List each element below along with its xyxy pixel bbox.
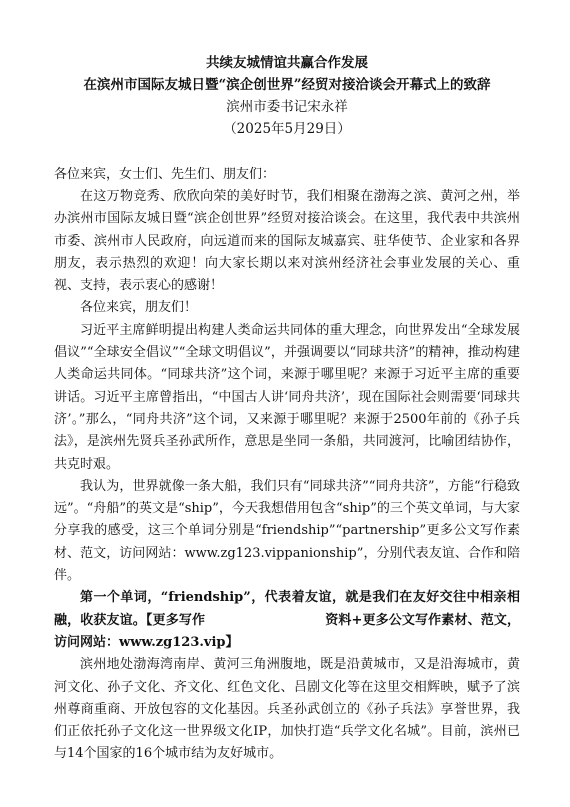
- speech-date: （2025年5月29日）: [223, 121, 351, 137]
- paragraph-ship-words: 我认为，世界就像一条大船，我们只有“同球共济”“同舟共济”，方能“行稳致远”。“舟船”的英文是“ship”，今天我想借用包含“ship”的三个英文单词，与大家分享我的感受，这三个单词分别是“friendship”“partnership”更多公文写作素材、范文，访问网站：www.zg123.vippanionship”，分别代表友谊、合作和陪伴。: [54, 478, 520, 584]
- paragraph-binzhou-culture: 滨州地处渤海湾南岸、黄河三角洲腹地，既是沿黄城市，又是沿海城市，黄河文化、孙子文化、齐文化、红色文化、吕剧文化等在这里交相辉映，赋予了滨州尊商重商、开放包容的文化基因。兵圣孙武创立的《孙子兵法》享誉世界，我们正依托孙子文化这一世界级文化IP，加快打造“兵学文化名城”。目前，滨州已与14个国家的16个城市结为友好城市。: [54, 657, 520, 762]
- friendship-text-cont: 资料+更多公文写作素材、范文，访问网站：www.zg123.vip】: [54, 612, 520, 650]
- paragraph-opening: 在这万物竞秀、欣欣向荣的美好时节，我们相聚在渤海之滨、黄河之州，举办滨州市国际友城日暨“滨企创世界”经贸对接洽谈会。在这里，我代表中共滨州市委、滨州市人民政府，向远道而来的国际友城嘉宾、驻华使节、企业家和各界朋友，表示热烈的欢迎！向大家长期以来对滨州经济社会事业发展的关心、重视、支持，表示衷心的感谢！: [54, 189, 520, 294]
- speaker-line: 滨州市委书记宋永祥: [226, 99, 348, 115]
- salutation: 各位来宾，女士们、先生们、朋友们：: [54, 167, 276, 182]
- paragraph-greeting: 各位来宾，朋友们！: [80, 300, 198, 316]
- paragraph-friendship: [54, 587, 520, 654]
- paragraph-community-of-shared-future: 习近平主席鲜明提出构建人类命运共同体的重大理念，向世界发出“全球发展倡议”“全球安全倡议”“全球文明倡议”，并强调要以“同球共济”的精神，推动构建人类命运共同体。“同球共济”这个词，来源于哪里呢？来源于习近平主席的重要讲话。习近平主席曾指出，“中国古人讲‘同舟共济’，现在国际社会则需要‘同球共济’。”那么，“同舟共济”这个词，又来源于哪里呢？来源于2500年前的《孙子兵法》，是滨州先贤兵圣孙武所作，意思是坐同一条船，共同渡河，比喻团结协作，共克时艰。: [54, 322, 520, 472]
- document-title: 共续友城情谊共赢合作发展: [206, 55, 368, 71]
- friendship-text: 第一个单词，“friendship”，代表着友谊，就是我们在友好交往中相亲相融，收获友谊。【更多写作: [54, 590, 520, 628]
- document-subtitle: 在滨州市国际友城日暨“滨企创世界”经贸对接洽谈会开幕式上的致辞: [83, 77, 491, 93]
